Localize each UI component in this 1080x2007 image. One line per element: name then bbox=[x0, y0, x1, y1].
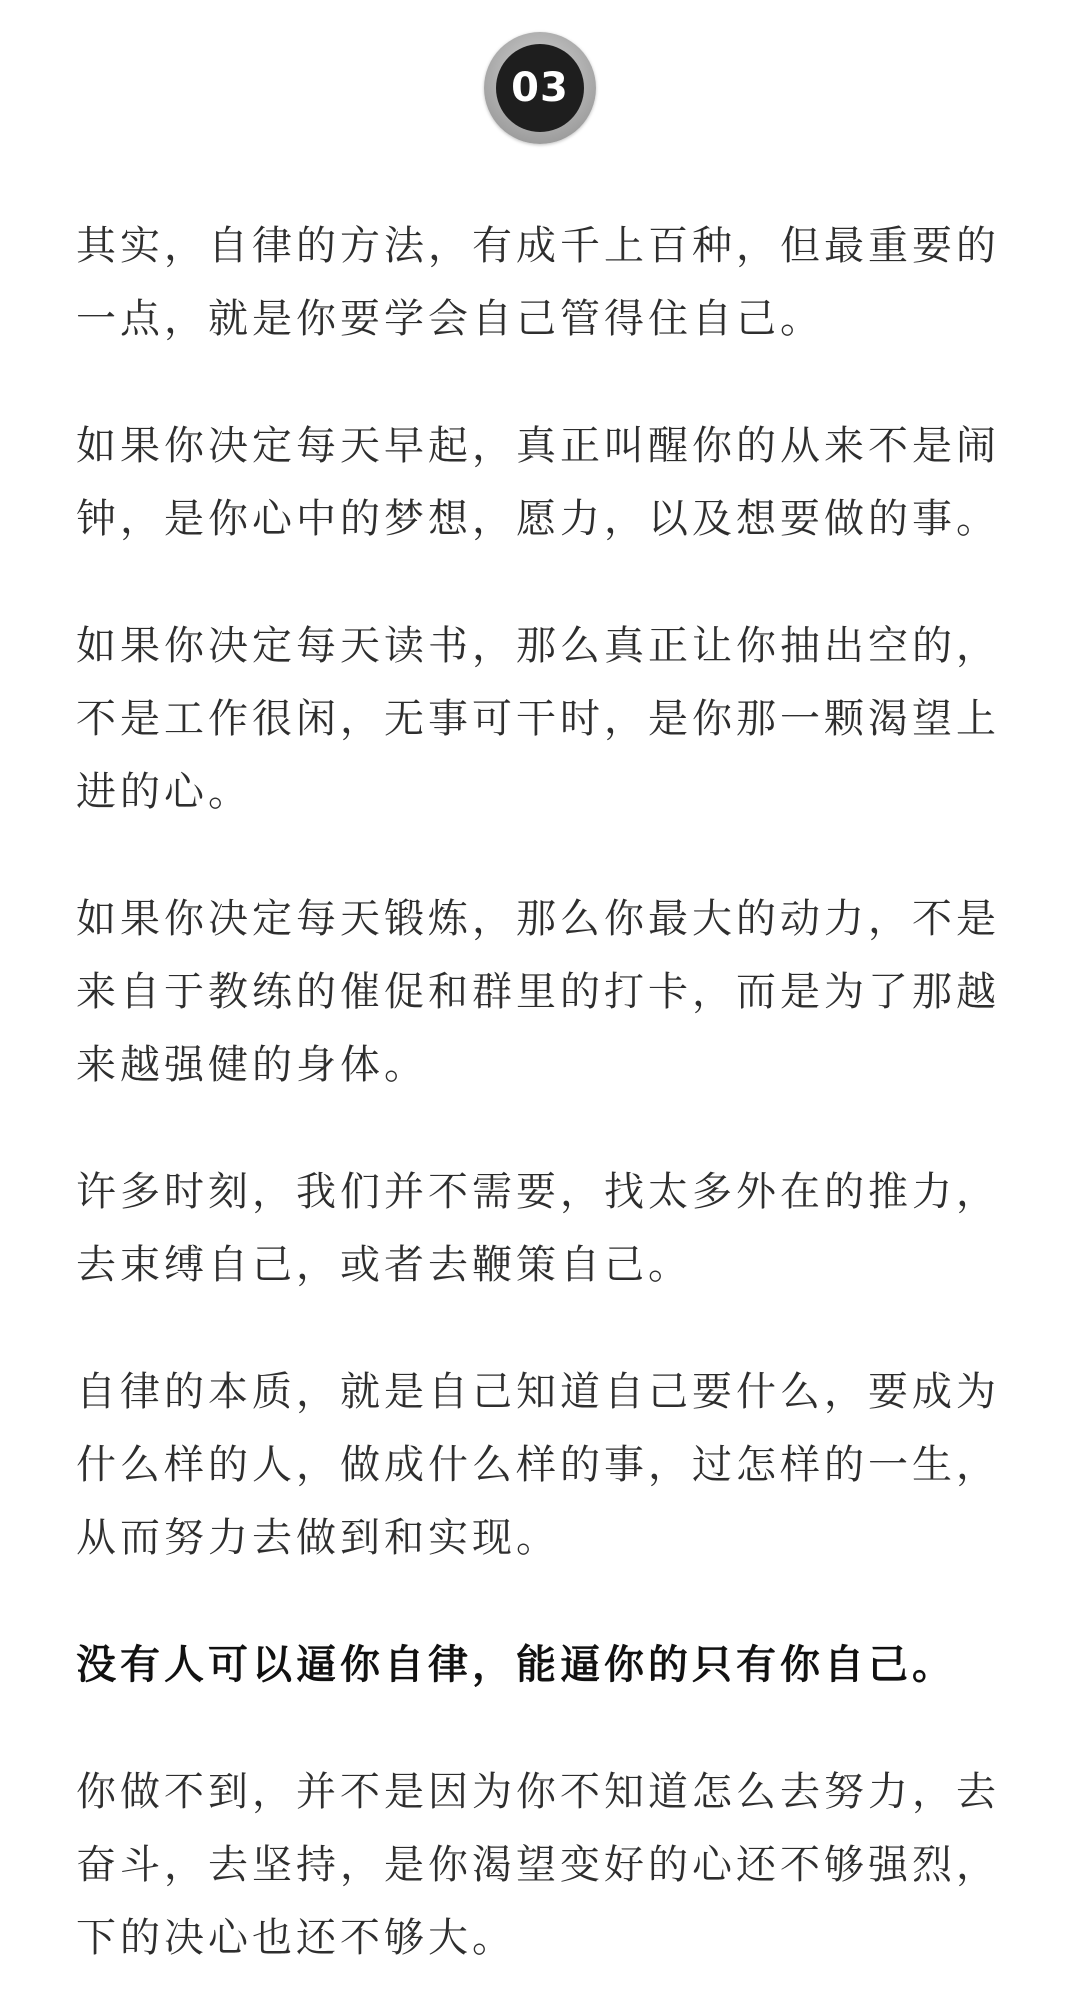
paragraph-7-emphasis: 没有人可以逼你自律，能逼你的只有你自己。 bbox=[76, 1642, 956, 1688]
paragraph-4: 如果你决定每天锻炼，那么你最大的动力，不是来自于教练的催促和群里的打卡，而是为了那越来越强健的身体。 bbox=[76, 896, 1000, 1088]
paragraph-6: 自律的本质，就是自己知道自己要什么，要成为什么样的人，做成什么样的事，过怎样的一生，从而努力去做到和实现。 bbox=[76, 1369, 1000, 1561]
article-body bbox=[76, 210, 1006, 1975]
paragraph-5: 许多时刻，我们并不需要，找太多外在的推力，去束缚自己，或者去鞭策自己。 bbox=[76, 1169, 1000, 1288]
paragraph-1: 其实，自律的方法，有成千上百种，但最重要的一点，就是你要学会自己管得住自己。 bbox=[76, 223, 1000, 342]
paragraph-3: 如果你决定每天读书，那么真正让你抽出空的，不是工作很闲，无事可干时，是你那一颗渴望上进的心。 bbox=[76, 623, 1000, 815]
section-number: 03 bbox=[496, 44, 584, 132]
section-badge-container bbox=[0, 32, 1080, 144]
paragraph-8: 你做不到，并不是因为你不知道怎么去努力，去奋斗，去坚持，是你渴望变好的心还不够强烈，下的决心也还不够大。 bbox=[76, 1769, 1000, 1961]
section-number-badge bbox=[484, 32, 596, 144]
paragraph-2: 如果你决定每天早起，真正叫醒你的从来不是闹钟，是你心中的梦想，愿力，以及想要做的事。 bbox=[76, 423, 1000, 542]
